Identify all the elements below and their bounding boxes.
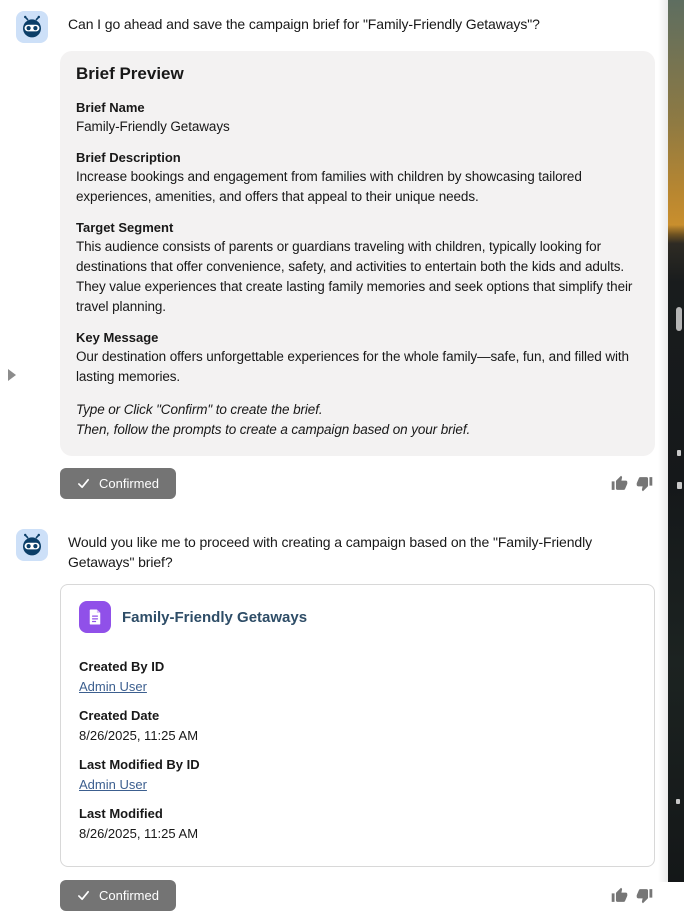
field-value: Our destination offers unforgettable experiences for the whole family—safe, fun, and filled with lasting memories. xyxy=(76,349,629,384)
background-page-strip xyxy=(668,0,684,882)
record-title-link[interactable]: Family-Friendly Getaways xyxy=(122,608,308,626)
field-label: Brief Name xyxy=(76,100,145,115)
confirm-row xyxy=(60,468,655,499)
brief-section-description xyxy=(76,148,639,207)
brief-section-target-segment xyxy=(76,218,639,317)
field-value: 8/26/2025, 11:25 AM xyxy=(79,728,199,743)
field-label: Target Segment xyxy=(76,220,174,235)
brief-section-key-message xyxy=(76,328,639,387)
bot-avatar xyxy=(16,11,48,43)
brief-instructions xyxy=(76,400,639,440)
field-value: 8/26/2025, 11:25 AM xyxy=(79,826,199,841)
brief-object-icon-container xyxy=(79,601,111,633)
background-page-fragment xyxy=(677,450,681,456)
brief-preview-title: Brief Preview xyxy=(76,64,184,83)
created-by-link[interactable]: Admin User xyxy=(79,679,147,694)
confirmed-button[interactable] xyxy=(60,468,176,499)
agentforce-bot-icon xyxy=(20,533,44,557)
background-page-fragment xyxy=(676,799,680,804)
thumbs-down-icon xyxy=(636,887,653,904)
field-label: Last Modified By ID xyxy=(79,757,200,772)
field-value: This audience consists of parents or guardians traveling with children, typically looking for destinations that offer convenience, safety, and activities to entertain both the kids and adults. They value experiences that create lasting family memories and seek options that simplify their travel planning. xyxy=(76,239,633,314)
last-modified-by-link[interactable]: Admin User xyxy=(79,777,147,792)
background-scrollbar-thumb[interactable] xyxy=(676,307,682,331)
check-icon xyxy=(77,477,90,490)
bot-message-text: Would you like me to proceed with creating a campaign based on the "Family-Friendly Getaways" brief? xyxy=(68,534,593,570)
record-field-last-modified-by xyxy=(79,755,638,794)
thumbs-up-icon xyxy=(611,475,628,492)
thumbs-down-button[interactable] xyxy=(636,475,653,492)
agentforce-bot-icon xyxy=(20,15,44,39)
field-label: Created Date xyxy=(79,708,160,723)
record-field-created-date xyxy=(79,706,638,745)
confirmed-button-label: Confirmed xyxy=(99,476,159,491)
check-icon xyxy=(77,889,90,902)
brief-document-icon xyxy=(86,608,104,626)
feedback-controls xyxy=(611,887,653,904)
field-label: Last Modified xyxy=(79,806,163,821)
thumbs-down-button[interactable] xyxy=(636,887,653,904)
field-label: Created By ID xyxy=(79,659,165,674)
bot-message-row xyxy=(16,529,652,572)
record-field-created-by xyxy=(79,657,638,696)
confirmed-button-label: Confirmed xyxy=(99,888,159,903)
bot-avatar xyxy=(16,529,48,561)
confirm-row xyxy=(60,880,655,911)
thumbs-up-button[interactable] xyxy=(611,887,628,904)
brief-preview-card xyxy=(60,51,655,456)
background-page-fragment xyxy=(677,482,682,489)
thumbs-down-icon xyxy=(636,475,653,492)
instruction-line: Then, follow the prompts to create a campaign based on your brief. xyxy=(76,422,471,437)
record-card xyxy=(60,584,655,867)
confirmed-button[interactable] xyxy=(60,880,176,911)
instruction-line: Type or Click "Confirm" to create the brief. xyxy=(76,402,323,417)
thumbs-up-button[interactable] xyxy=(611,475,628,492)
bot-message-text: Can I go ahead and save the campaign brief for "Family-Friendly Getaways"? xyxy=(68,16,540,32)
record-card-header xyxy=(79,601,638,633)
brief-section-name xyxy=(76,98,639,137)
field-label: Brief Description xyxy=(76,150,181,165)
bot-message-row xyxy=(16,11,652,43)
field-value: Family-Friendly Getaways xyxy=(76,119,230,134)
feedback-controls xyxy=(611,475,653,492)
record-field-last-modified xyxy=(79,804,638,843)
sidebar-expand-chevron-icon[interactable] xyxy=(8,369,16,381)
field-value: Increase bookings and engagement from families with children by showcasing tailored experiences, amenities, and offers that appeal to their unique needs. xyxy=(76,169,582,204)
field-label: Key Message xyxy=(76,330,159,345)
thumbs-up-icon xyxy=(611,887,628,904)
